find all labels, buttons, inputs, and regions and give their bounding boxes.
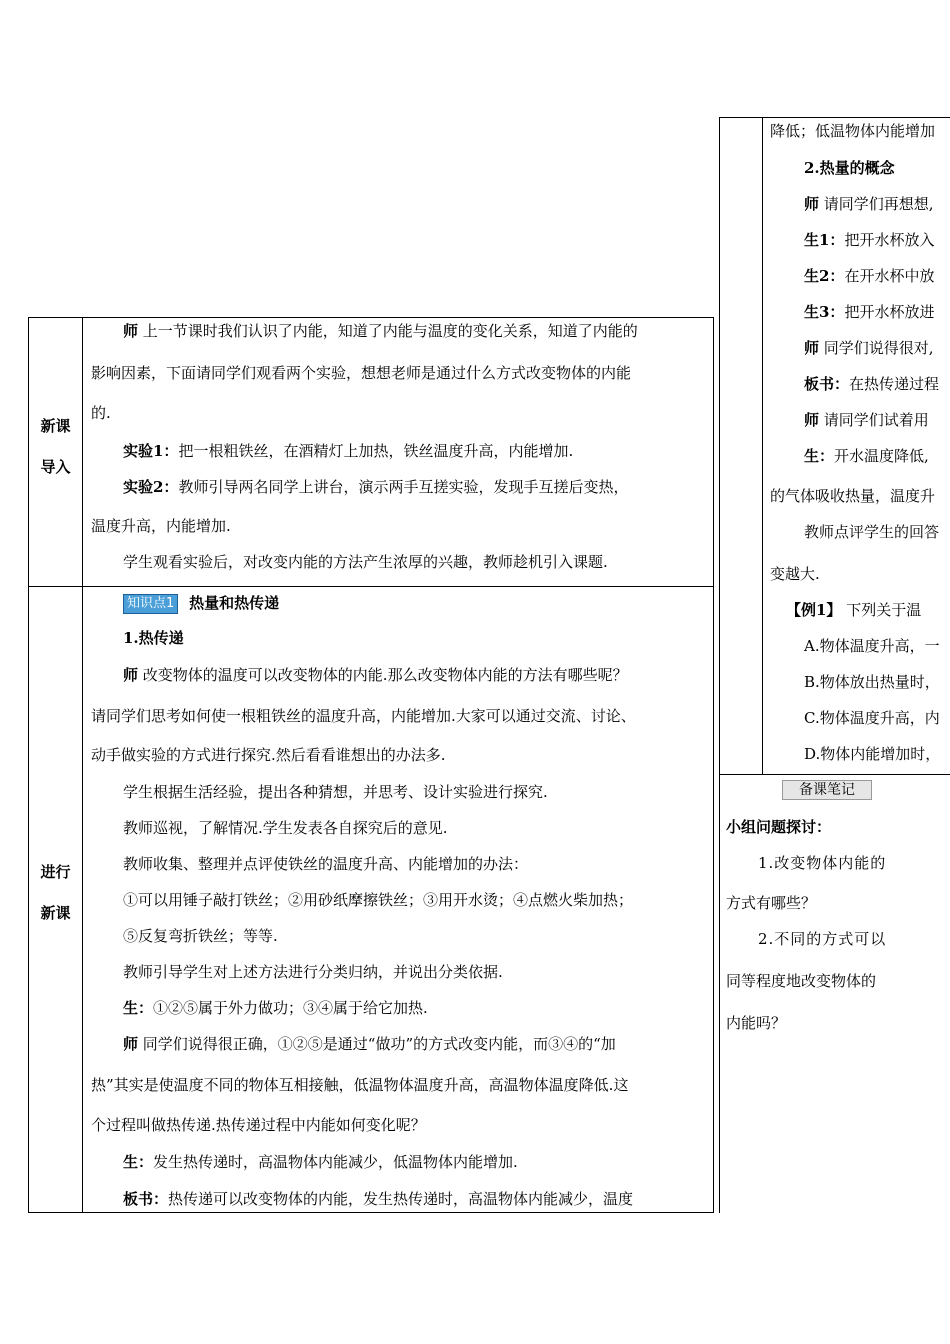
lesson-para-14: 生：发生热传递时，高温物体内能减少，低温物体内能增加. bbox=[123, 1153, 518, 1171]
example-question: 【例1】 下列关于温 bbox=[786, 601, 922, 619]
notes-line-3: 2.不同的方式可以 bbox=[758, 930, 887, 948]
intro-para-5: 实验2：教师引导两名同学上讲台，演示两手互搓实验，发现手互搓后变热， bbox=[123, 478, 629, 496]
intro-para-1: 师 上一节课时我们认识了内能，知道了内能与温度的变化关系，知道了内能的 bbox=[123, 322, 638, 340]
intro-para-4: 实验1：把一根粗铁丝，在酒精灯上加热，铁丝温度升高，内能增加. bbox=[123, 442, 574, 460]
knowledge-heading bbox=[123, 593, 279, 614]
lesson-para-13: 个过程叫做热传递.热传递过程中内能如何变化呢？ bbox=[91, 1116, 426, 1134]
lesson-para-3: 动手做实验的方式进行探究.然后看看谁想出的办法多. bbox=[91, 746, 446, 764]
notes-line-1: 1.改变物体内能的 bbox=[758, 854, 887, 872]
notes-line-5: 内能吗？ bbox=[726, 1014, 787, 1032]
lesson-table bbox=[28, 317, 714, 1213]
lesson-para-8: ⑤反复弯折铁丝；等等. bbox=[123, 927, 278, 945]
intro-para-3: 的. bbox=[91, 404, 111, 422]
notes-line-2: 方式有哪些？ bbox=[726, 894, 817, 912]
continuation-table bbox=[719, 117, 950, 775]
label-line: 新课 bbox=[40, 417, 71, 435]
option-a: A.物体温度升高，一 bbox=[804, 637, 940, 655]
intro-para-2: 影响因素，下面请同学们观看两个实验，想想老师是通过什么方式改变物体的内能 bbox=[91, 364, 632, 382]
option-c: C.物体温度升高，内 bbox=[804, 709, 940, 727]
cont-para-11: 的气体吸收热量，温度升 bbox=[770, 487, 936, 505]
column-divider bbox=[762, 118, 763, 774]
cont-para-6: 生3：把开水杯放进 bbox=[804, 303, 935, 321]
lesson-para-9: 教师引导学生对上述方法进行分类归纳，并说出分类依据. bbox=[123, 963, 503, 981]
intro-para-6: 温度升高，内能增加. bbox=[91, 517, 231, 535]
cont-para-1: 降低；低温物体内能增加 bbox=[770, 122, 936, 140]
cont-para-8: 板书：在热传递过程 bbox=[804, 375, 940, 393]
row-label-intro bbox=[29, 406, 82, 488]
lesson-para-4: 学生根据生活经验，提出各种猜想，并思考、设计实验进行探究. bbox=[123, 783, 548, 801]
lesson-para-10: 生：①②⑤属于外力做功；③④属于给它加热. bbox=[123, 999, 428, 1017]
option-d: D.物体内能增加时， bbox=[804, 745, 941, 763]
cont-para-4: 生1：把开水杯放入 bbox=[804, 231, 935, 249]
lesson-para-12: 热”其实是使温度不同的物体互相接触，低温物体温度升高，高温物体温度降低.这 bbox=[91, 1076, 629, 1094]
cont-para-5: 生2：在开水杯中放 bbox=[804, 267, 935, 285]
lesson-para-6: 教师收集、整理并点评使铁丝的温度升高、内能增加的办法： bbox=[123, 855, 529, 873]
section-title: 热量和热传递 bbox=[189, 594, 280, 612]
lesson-para-5: 教师巡视，了解情况.学生发表各自探究后的意见. bbox=[123, 819, 448, 837]
column-divider bbox=[82, 318, 83, 1212]
cont-para-9: 师 请同学们试着用 bbox=[804, 411, 929, 429]
cont-para-3: 师 请同学们再想想, bbox=[804, 195, 934, 213]
label-line: 新课 bbox=[40, 904, 71, 922]
lesson-para-7: ①可以用锤子敲打铁丝；②用砂纸摩擦铁丝；③用开水烫；④点燃火柴加热； bbox=[123, 891, 634, 909]
knowledge-point-tag: 知识点1 bbox=[123, 594, 178, 614]
cont-para-13: 变越大. bbox=[770, 565, 820, 583]
notes-line-4: 同等程度地改变物体的 bbox=[726, 972, 877, 990]
cont-para-12: 教师点评学生的回答 bbox=[804, 523, 940, 541]
lesson-para-15: 板书：热传递可以改变物体的内能，发生热传递时，高温物体内能减少，温度 bbox=[123, 1190, 634, 1208]
lesson-para-11: 师 同学们说得很正确，①②⑤是通过“做功”的方式改变内能，而③④的“加 bbox=[123, 1035, 616, 1053]
label-line: 进行 bbox=[40, 863, 71, 881]
row-divider bbox=[29, 586, 713, 587]
label-line: 导入 bbox=[40, 458, 71, 476]
lesson-para-2: 请同学们思考如何使一根粗铁丝的温度升高，内能增加.大家可以通过交流、讨论、 bbox=[91, 707, 636, 725]
notes-title: 备课笔记 bbox=[782, 780, 872, 800]
intro-para-7: 学生观看实验后，对改变内能的方法产生浓厚的兴趣，教师趁机引入课题. bbox=[123, 553, 608, 571]
option-b: B.物体放出热量时， bbox=[804, 673, 940, 691]
subheading-heat-transfer: 1.热传递 bbox=[123, 629, 184, 647]
cont-subheading: 2.热量的概念 bbox=[804, 159, 895, 177]
cont-para-10: 生：开水温度降低, bbox=[804, 447, 929, 465]
cont-para-7: 师 同学们说得很对, bbox=[804, 339, 934, 357]
notes-heading: 小组问题探讨： bbox=[726, 818, 832, 836]
prep-notes bbox=[719, 775, 950, 1213]
row-label-new-lesson bbox=[29, 852, 82, 934]
lesson-para-1: 师 改变物体的温度可以改变物体的内能.那么改变物体内能的方法有哪些呢？ bbox=[123, 666, 628, 684]
